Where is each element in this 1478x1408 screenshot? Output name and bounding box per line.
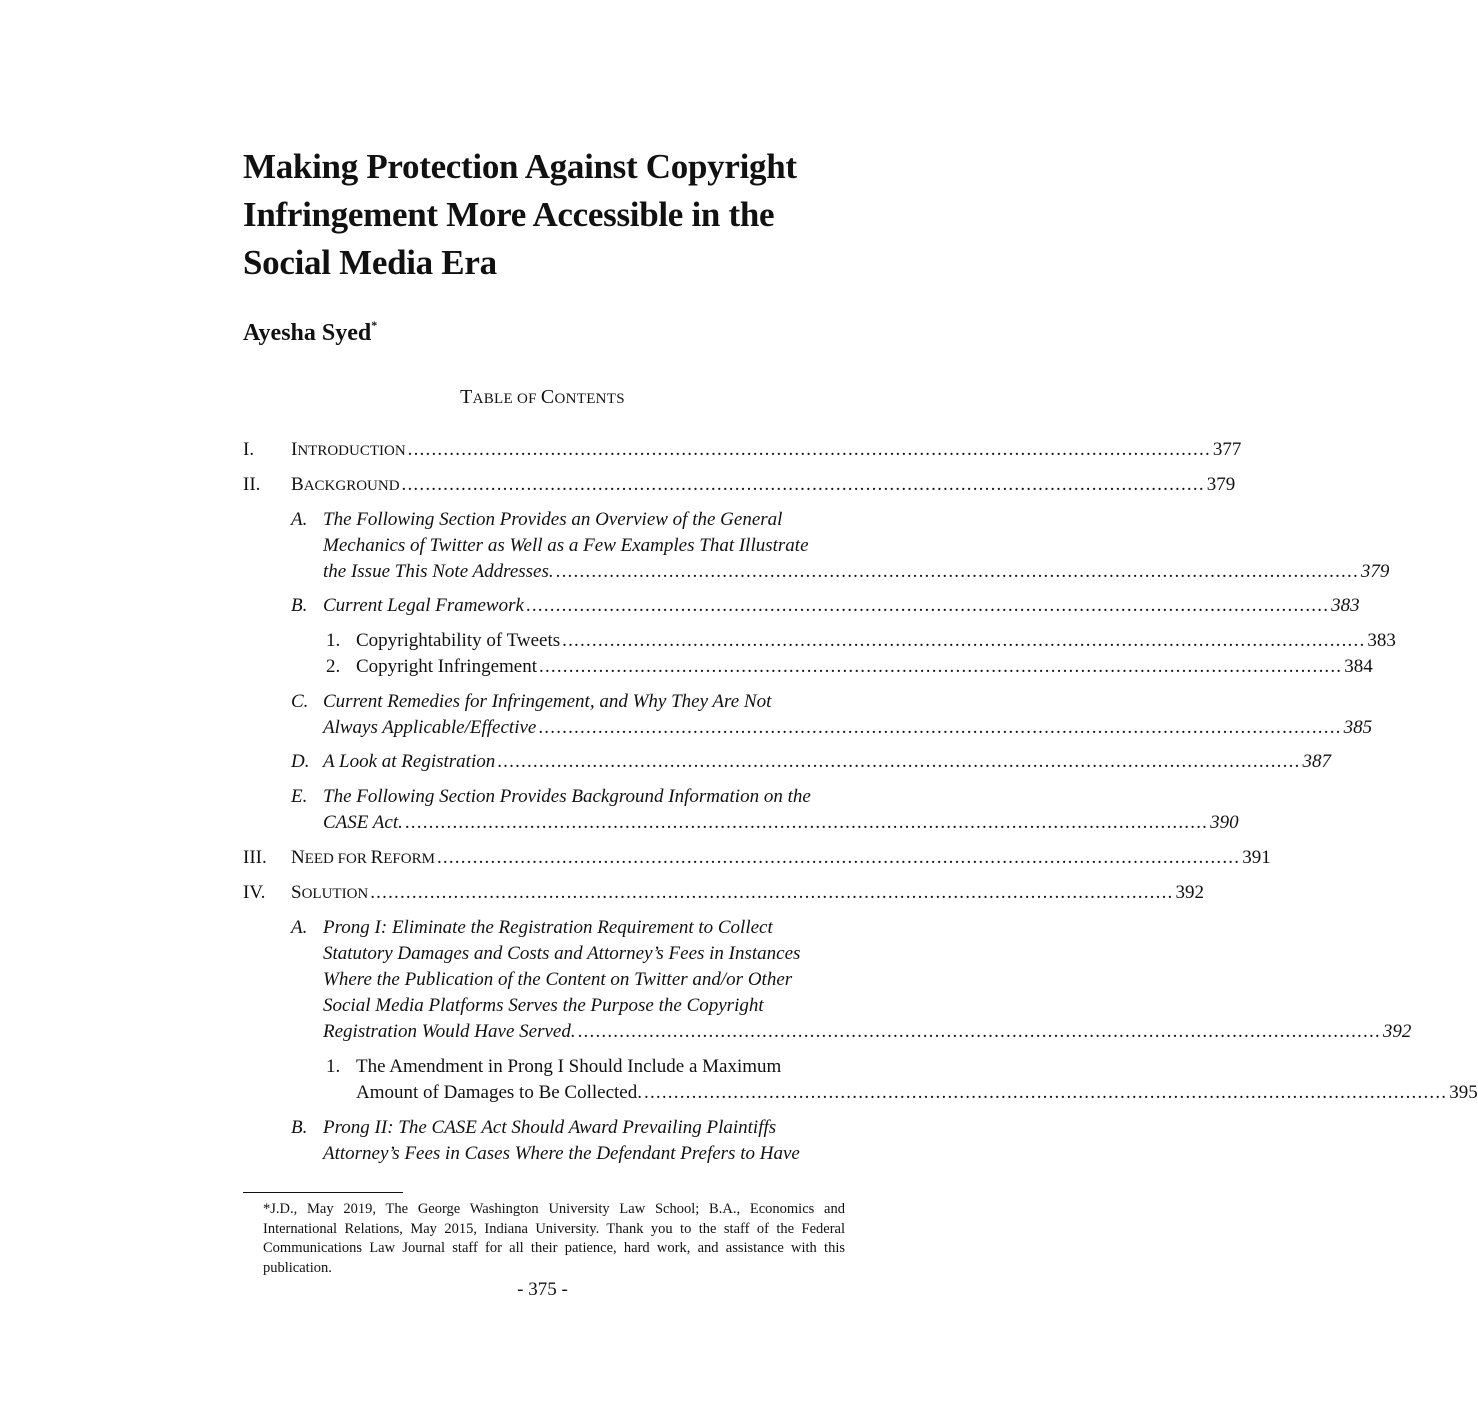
- toc-number: 1.: [326, 630, 341, 651]
- title-line: Making Protection Against Copyright: [243, 147, 797, 186]
- toc-page-number: 377: [1212, 439, 1242, 460]
- toc-number: B.: [291, 595, 308, 616]
- toc-entry-label: the Issue This Note Addresses.: [323, 561, 554, 582]
- footnote: [243, 1200, 845, 1278]
- toc-entry-need-for-reform[interactable]: [291, 845, 1271, 871]
- leader-dots: .......................................................................................................................................: [436, 847, 1241, 868]
- footnote-text: *J.D., May 2019, The George Washington University Law School; B.A., Economics and International Relations, May 2015, Indiana University. Thank you to the staff of the Federal Communications Law Journal staff for all their patience, hard work, and assistance with this publication.: [263, 1201, 845, 1276]
- toc-number: I.: [243, 439, 255, 460]
- leader-dots: .......................................................................................................................................: [404, 812, 1209, 833]
- toc-entry-label: Current Legal Framework: [323, 595, 524, 616]
- toc-entry-registration[interactable]: [323, 749, 1331, 775]
- leader-dots: .......................................................................................................................................: [401, 474, 1205, 495]
- title-line: Infringement More Accessible in the: [243, 195, 775, 234]
- leader-dots: .......................................................................................................................................: [555, 561, 1359, 582]
- toc-page-number: 392: [1175, 882, 1204, 903]
- toc-entry-label: SOLUTION: [291, 882, 369, 903]
- toc-entry-label: INTRODUCTION: [291, 439, 406, 460]
- toc-page-number: 385: [1343, 717, 1373, 738]
- toc-entry-label: BACKGROUND: [291, 474, 400, 495]
- toc-number: 1.: [326, 1056, 341, 1077]
- leader-dots: .......................................................................................................................................: [525, 595, 1330, 616]
- toc-entry-legal-framework[interactable]: [323, 593, 1360, 619]
- toc-page-number: 391: [1242, 847, 1271, 868]
- toc-entry-max-damages[interactable]: [356, 1080, 1478, 1106]
- toc-entry-label: Always Applicable/Effective: [323, 717, 537, 738]
- toc-entry-text[interactable]: Current Remedies for Infringement, and Why They Are Not: [323, 691, 772, 712]
- toc-number: C.: [291, 691, 309, 712]
- toc-entry-label: NEED FOR REFORM: [291, 847, 435, 868]
- leader-dots: .......................................................................................................................................: [539, 656, 1343, 677]
- page-number: - 375 -: [517, 1279, 568, 1300]
- footnote-divider: [243, 1192, 403, 1193]
- toc-entry-text[interactable]: Statutory Damages and Costs and Attorney’s Fees in Instances: [323, 943, 801, 964]
- leader-dots: .......................................................................................................................................: [644, 1082, 1448, 1103]
- leader-dots: .......................................................................................................................................: [562, 630, 1366, 651]
- leader-dots: .......................................................................................................................................: [407, 439, 1211, 460]
- toc-entry-label: Copyrightability of Tweets: [356, 630, 561, 651]
- toc-entry-text[interactable]: Prong I: Eliminate the Registration Requirement to Collect: [323, 917, 773, 938]
- toc-page-number: 392: [1382, 1021, 1412, 1042]
- toc-entry-text[interactable]: The Following Section Provides Background Information on the: [323, 786, 811, 807]
- toc-entry-solution[interactable]: [291, 880, 1204, 906]
- toc-entry-label: Amount of Damages to Be Collected.: [356, 1082, 642, 1103]
- toc-heading-part: ABLE OF: [472, 391, 541, 407]
- toc-heading-part: T: [460, 386, 473, 408]
- toc-entry-text[interactable]: Prong II: The CASE Act Should Award Prevailing Plaintiffs: [323, 1117, 777, 1138]
- toc-page-number: 395: [1449, 1082, 1478, 1103]
- toc-entry-current-remedies[interactable]: [323, 715, 1373, 741]
- leader-dots: .......................................................................................................................................: [497, 751, 1301, 772]
- toc-entry-label: Registration Would Have Served.: [323, 1021, 576, 1042]
- toc-number: E.: [291, 786, 308, 807]
- toc-entry-text[interactable]: Mechanics of Twitter as Well as a Few Examples That Illustrate: [323, 535, 809, 556]
- toc-number: III.: [243, 847, 267, 868]
- toc-number: D.: [291, 751, 310, 772]
- leader-dots: .......................................................................................................................................: [538, 717, 1342, 738]
- toc-page-number: 383: [1367, 630, 1396, 651]
- toc-entry-introduction[interactable]: [291, 437, 1242, 463]
- toc-entry-label: Copyright Infringement: [356, 656, 537, 677]
- toc-number: IV.: [243, 882, 266, 903]
- toc-page-number: 379: [1206, 474, 1236, 495]
- toc-number: II.: [243, 474, 261, 495]
- toc-entry-text[interactable]: Social Media Platforms Serves the Purpose the Copyright: [323, 995, 764, 1016]
- toc-entry-text[interactable]: Attorney’s Fees in Cases Where the Defendant Prefers to Have: [323, 1143, 800, 1164]
- toc-entry-text[interactable]: Where the Publication of the Content on Twitter and/or Other: [323, 969, 793, 990]
- toc-page-number: 384: [1344, 656, 1373, 677]
- toc-entry-case-act[interactable]: [323, 810, 1239, 836]
- toc-number: B.: [291, 1117, 308, 1138]
- toc-heading-part: C: [540, 386, 555, 408]
- toc-entry-background[interactable]: [291, 472, 1236, 498]
- title-line: Social Media Era: [243, 243, 497, 282]
- toc-number: A.: [291, 509, 308, 530]
- toc-page-number: 379: [1360, 561, 1390, 582]
- toc-page-number: 387: [1302, 751, 1331, 772]
- toc-entry-label: A Look at Registration: [323, 751, 496, 772]
- toc-number: A.: [291, 917, 308, 938]
- toc-page-number: 383: [1331, 595, 1360, 616]
- leader-dots: .......................................................................................................................................: [370, 882, 1174, 903]
- toc-number: 2.: [326, 656, 341, 677]
- toc-entry-copyrightability[interactable]: [356, 628, 1396, 654]
- toc-entry-infringement[interactable]: [356, 654, 1373, 680]
- footnote-marker: *: [371, 318, 378, 332]
- toc-entry-text[interactable]: The Following Section Provides an Overview of the General: [323, 509, 783, 530]
- toc-entry-label: CASE Act.: [323, 812, 403, 833]
- leader-dots: .......................................................................................................................................: [577, 1021, 1381, 1042]
- toc-entry-prong-one[interactable]: [323, 1019, 1412, 1045]
- author-text: Ayesha Syed: [243, 320, 372, 346]
- toc-heading-part: ONTENTS: [554, 391, 625, 407]
- toc-entry-text[interactable]: The Amendment in Prong I Should Include a Maximum: [356, 1056, 782, 1077]
- toc-page-number: 390: [1210, 812, 1239, 833]
- toc-entry-twitter-mechanics[interactable]: [323, 559, 1390, 585]
